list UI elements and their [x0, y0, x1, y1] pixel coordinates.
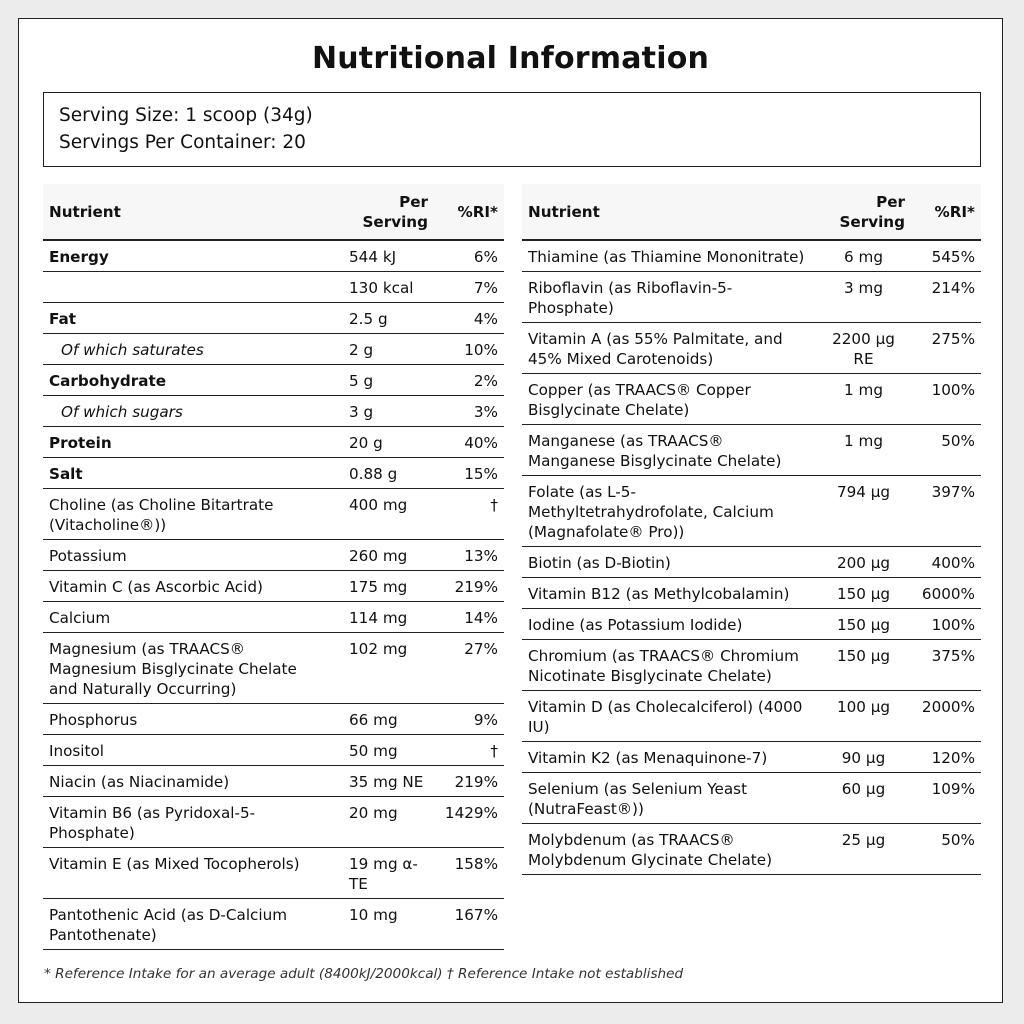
table-row [43, 602, 504, 633]
table-row [43, 571, 504, 602]
nutrient-name: Manganese (as TRAACS® Manganese Bisglycinate Chelate) [522, 425, 816, 476]
table-row [522, 374, 981, 425]
ri-value: 275% [911, 323, 981, 374]
ri-value: 214% [911, 272, 981, 323]
table-row [43, 797, 504, 848]
nutrient-name: Pantothenic Acid (as D-Calcium Pantothenate) [43, 899, 329, 950]
table-row [43, 540, 504, 571]
ri-value: 167% [434, 899, 504, 950]
nutrient-name: Thiamine (as Thiamine Mononitrate) [522, 240, 816, 272]
per-serving-value: 3 mg [816, 272, 911, 323]
ri-value: 2000% [911, 691, 981, 742]
nutrient-name: Magnesium (as TRAACS® Magnesium Bisglycinate Chelate and Naturally Occurring) [43, 633, 329, 704]
ri-value: 219% [434, 571, 504, 602]
table-row [522, 425, 981, 476]
ri-value: 4% [434, 303, 504, 334]
nutrient-name: Chromium (as TRAACS® Chromium Nicotinate Bisglycinate Chelate) [522, 640, 816, 691]
ri-value: 100% [911, 374, 981, 425]
ri-value: 10% [434, 334, 504, 365]
nutrient-name [43, 272, 329, 303]
column-header-ri: %RI* [434, 184, 504, 240]
per-serving-value: 25 μg [816, 824, 911, 875]
per-serving-value: 130 kcal [329, 272, 434, 303]
nutrient-name: Phosphorus [43, 704, 329, 735]
column-header-ri: %RI* [911, 184, 981, 240]
page-title: Nutritional Information [311, 41, 710, 76]
table-header-row [43, 184, 504, 240]
table-row [43, 489, 504, 540]
nutrient-name: Inositol [43, 735, 329, 766]
table-row [43, 240, 504, 272]
nutrient-name: Vitamin C (as Ascorbic Acid) [43, 571, 329, 602]
servings-per-container: Servings Per Container: 20 [59, 132, 306, 153]
table-row [43, 848, 504, 899]
table-row [522, 742, 981, 773]
per-serving-value: 35 mg NE [329, 766, 434, 797]
table-row [43, 365, 504, 396]
per-serving-value: 100 μg [816, 691, 911, 742]
serving-size: Serving Size: 1 scoop (34g) [59, 105, 313, 126]
per-serving-value: 3 g [329, 396, 434, 427]
column-header-per-serving: Per Serving [329, 184, 434, 240]
table-row [522, 272, 981, 323]
per-serving-value: 150 μg [816, 609, 911, 640]
table-row [43, 396, 504, 427]
table-row [43, 899, 504, 950]
ri-value: 219% [434, 766, 504, 797]
ri-value: 14% [434, 602, 504, 633]
ri-value: 120% [911, 742, 981, 773]
per-serving-value: 50 mg [329, 735, 434, 766]
table-row [522, 691, 981, 742]
table-row [43, 272, 504, 303]
column-header-per-serving: Per Serving [816, 184, 911, 240]
per-serving-value: 90 μg [816, 742, 911, 773]
nutrient-name: Protein [43, 427, 329, 458]
per-serving-value: 102 mg [329, 633, 434, 704]
ri-value: 50% [911, 824, 981, 875]
nutrient-name: Carbohydrate [43, 365, 329, 396]
table-row [522, 578, 981, 609]
ri-value: 3% [434, 396, 504, 427]
ri-value: 6000% [911, 578, 981, 609]
per-serving-value: 150 μg [816, 578, 911, 609]
nutrient-name: Vitamin D (as Cholecalciferol) (4000 IU) [522, 691, 816, 742]
table-row [43, 766, 504, 797]
ri-value: † [434, 735, 504, 766]
nutrient-name: Molybdenum (as TRAACS® Molybdenum Glycinate Chelate) [522, 824, 816, 875]
ri-value: 6% [434, 240, 504, 272]
table-row [43, 633, 504, 704]
per-serving-value: 10 mg [329, 899, 434, 950]
nutrient-name: Energy [43, 240, 329, 272]
ri-value: 2% [434, 365, 504, 396]
nutrient-table-right [522, 184, 981, 875]
per-serving-value: 1 mg [816, 425, 911, 476]
per-serving-value: 114 mg [329, 602, 434, 633]
ri-value: † [434, 489, 504, 540]
per-serving-value: 20 g [329, 427, 434, 458]
per-serving-value: 200 μg [816, 547, 911, 578]
per-serving-value: 6 mg [816, 240, 911, 272]
table-row [522, 824, 981, 875]
nutrient-name: Fat [43, 303, 329, 334]
table-row [522, 240, 981, 272]
per-serving-value: 0.88 g [329, 458, 434, 489]
per-serving-value: 19 mg α-TE [329, 848, 434, 899]
serving-info-box [43, 92, 981, 167]
table-header-row [522, 184, 981, 240]
table-row [43, 303, 504, 334]
table-row [43, 334, 504, 365]
ri-value: 400% [911, 547, 981, 578]
table-row [522, 323, 981, 374]
footnote: * Reference Intake for an average adult (8400kJ/2000kcal) † Reference Intake not established [44, 966, 684, 982]
nutrient-name: Iodine (as Potassium Iodide) [522, 609, 816, 640]
nutrient-name: Calcium [43, 602, 329, 633]
nutrition-panel [18, 18, 1003, 1003]
nutrient-name: Vitamin B6 (as Pyridoxal-5-Phosphate) [43, 797, 329, 848]
ri-value: 9% [434, 704, 504, 735]
nutrient-name: Potassium [43, 540, 329, 571]
table-row [43, 704, 504, 735]
per-serving-value: 544 kJ [329, 240, 434, 272]
nutrient-name: Biotin (as D-Biotin) [522, 547, 816, 578]
per-serving-value: 260 mg [329, 540, 434, 571]
per-serving-value: 2.5 g [329, 303, 434, 334]
column-header-nutrient: Nutrient [43, 184, 329, 240]
per-serving-value: 400 mg [329, 489, 434, 540]
per-serving-value: 66 mg [329, 704, 434, 735]
nutrient-name: Choline (as Choline Bitartrate (Vitacholine®)) [43, 489, 329, 540]
table-row [522, 773, 981, 824]
table-row [522, 476, 981, 547]
nutrient-name: Selenium (as Selenium Yeast (NutraFeast®)) [522, 773, 816, 824]
per-serving-value: 60 μg [816, 773, 911, 824]
per-serving-value: 1 mg [816, 374, 911, 425]
per-serving-value: 2200 μg RE [816, 323, 911, 374]
ri-value: 7% [434, 272, 504, 303]
ri-value: 40% [434, 427, 504, 458]
per-serving-value: 794 μg [816, 476, 911, 547]
ri-value: 1429% [434, 797, 504, 848]
table-row [43, 735, 504, 766]
ri-value: 100% [911, 609, 981, 640]
ri-value: 375% [911, 640, 981, 691]
nutrient-name: Of which saturates [43, 334, 329, 365]
per-serving-value: 5 g [329, 365, 434, 396]
column-header-nutrient: Nutrient [522, 184, 816, 240]
ri-value: 50% [911, 425, 981, 476]
table-row [522, 640, 981, 691]
per-serving-value: 20 mg [329, 797, 434, 848]
nutrient-name: Vitamin K2 (as Menaquinone-7) [522, 742, 816, 773]
ri-value: 27% [434, 633, 504, 704]
ri-value: 13% [434, 540, 504, 571]
table-row [43, 427, 504, 458]
nutrient-name: Vitamin B12 (as Methylcobalamin) [522, 578, 816, 609]
nutrient-name: Folate (as L-5-Methyltetrahydrofolate, Calcium (Magnafolate® Pro)) [522, 476, 816, 547]
nutrient-table-left [43, 184, 504, 950]
table-row [522, 609, 981, 640]
nutrient-name: Copper (as TRAACS® Copper Bisglycinate Chelate) [522, 374, 816, 425]
ri-value: 397% [911, 476, 981, 547]
ri-value: 15% [434, 458, 504, 489]
nutrient-name: Riboflavin (as Riboflavin-5-Phosphate) [522, 272, 816, 323]
nutrient-name: Salt [43, 458, 329, 489]
nutrient-name: Niacin (as Niacinamide) [43, 766, 329, 797]
ri-value: 545% [911, 240, 981, 272]
per-serving-value: 150 μg [816, 640, 911, 691]
table-row [43, 458, 504, 489]
nutrient-name: Vitamin A (as 55% Palmitate, and 45% Mixed Carotenoids) [522, 323, 816, 374]
nutrient-name: Vitamin E (as Mixed Tocopherols) [43, 848, 329, 899]
per-serving-value: 175 mg [329, 571, 434, 602]
ri-value: 109% [911, 773, 981, 824]
per-serving-value: 2 g [329, 334, 434, 365]
table-row [522, 547, 981, 578]
ri-value: 158% [434, 848, 504, 899]
nutrient-name: Of which sugars [43, 396, 329, 427]
